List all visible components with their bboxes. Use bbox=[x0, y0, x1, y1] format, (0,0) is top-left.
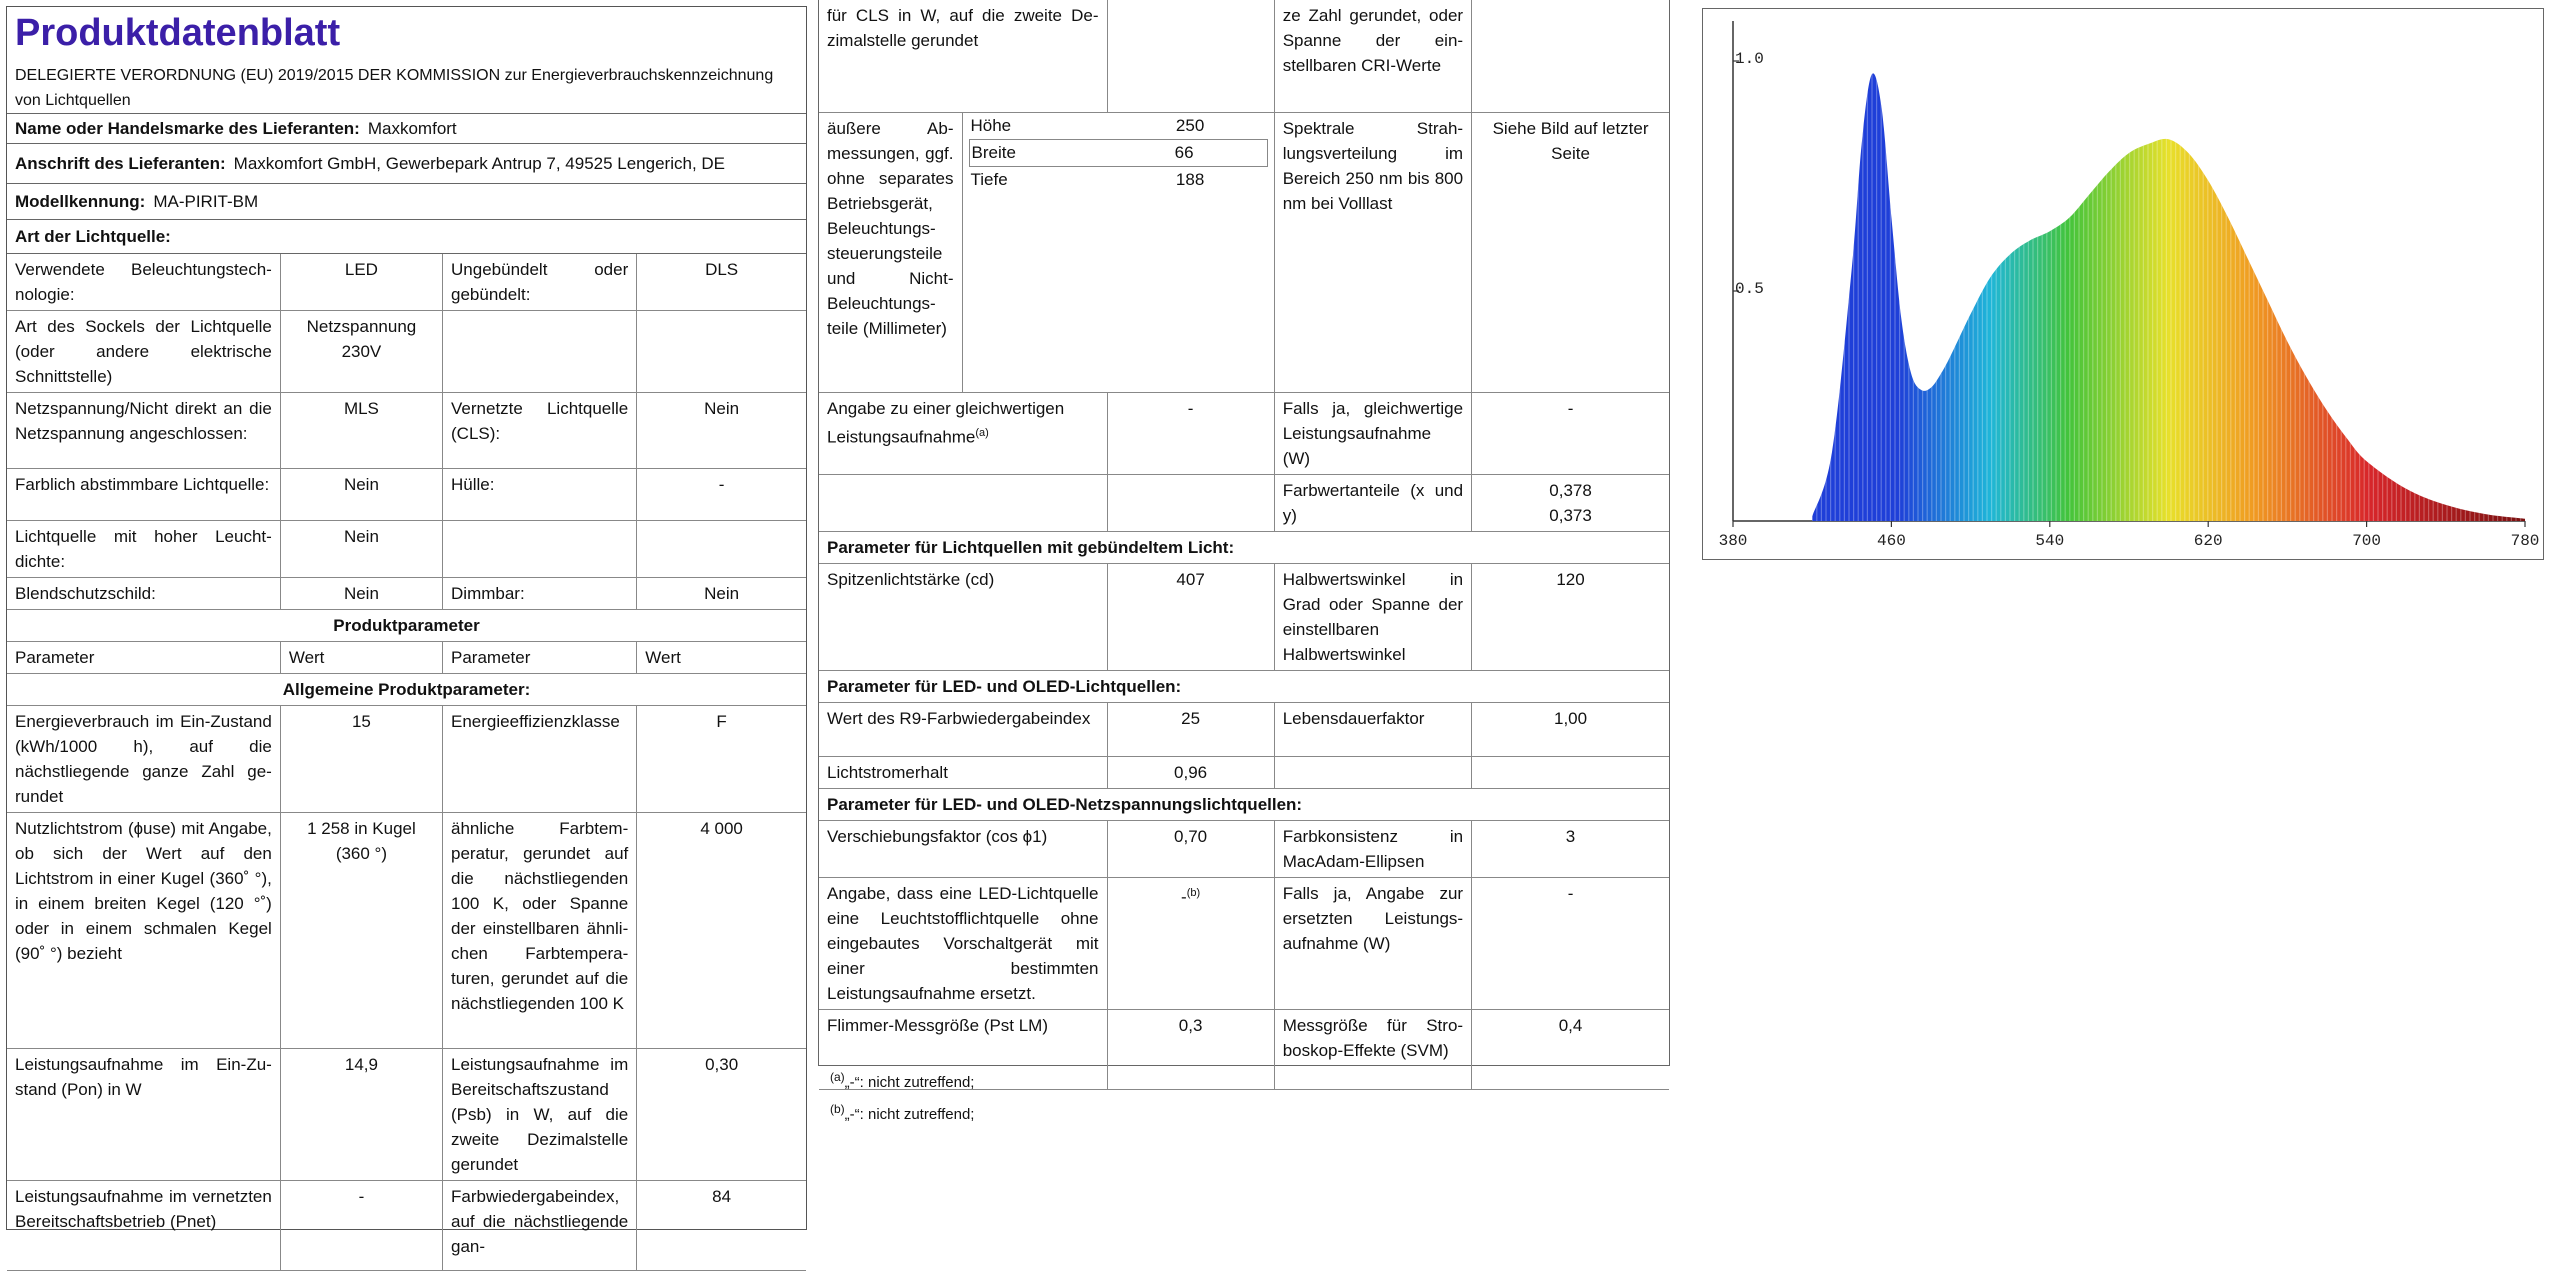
address-row bbox=[7, 144, 806, 184]
dimensions-cell bbox=[962, 112, 1274, 392]
footnote-ref: (a) bbox=[975, 426, 989, 439]
model-label: Modellkennung: bbox=[15, 191, 146, 211]
param-cell: ze Zahl gerundet, oder Spanne der einstellbaren CRI-Werte bbox=[1274, 0, 1471, 112]
param-cell: Wert des R9-Farbwiedergabeindex bbox=[819, 702, 1107, 756]
table-row bbox=[7, 254, 806, 311]
footnote-b bbox=[830, 1096, 974, 1128]
depth-value: 188 bbox=[1175, 170, 1205, 189]
value-cell: 15 bbox=[280, 706, 442, 813]
param-cell: Energieverbrauch im Ein-Zustand (kWh/1000 h), auf die nächstliegende ganze Zahl gerundet bbox=[7, 706, 280, 813]
param-cell: Angabe, dass eine LED-Lichtquelle eine Leuchtstofflichtquelle ohne eingebautes Vorschaltgerät mit einer bestimmten Leistungsaufnahme ersetzt. bbox=[819, 877, 1107, 1009]
value-cell: LED bbox=[280, 254, 442, 311]
table-row bbox=[819, 877, 1669, 1009]
width-value: 66 bbox=[1174, 143, 1194, 162]
type-heading-row bbox=[7, 220, 806, 254]
chromaticity-y: 0,373 bbox=[1549, 505, 1592, 525]
datasheet-middle-column bbox=[818, 0, 1670, 1066]
table-row bbox=[7, 521, 806, 578]
address-label: Anschrift des Lieferanten: bbox=[15, 153, 226, 173]
table-row bbox=[819, 474, 1669, 531]
value-cell: Siehe Bild auf letzter Seite bbox=[1472, 112, 1669, 392]
param-cell: Messgröße für Stroboskop-Effekte (SVM) bbox=[1274, 1009, 1471, 1089]
value-cell: DLS bbox=[637, 254, 806, 311]
param-cell: Art des Sockels der Lichtquelle (oder andere elektrische Schnittstelle) bbox=[7, 311, 280, 393]
value-cell: - bbox=[1472, 877, 1669, 1009]
param-text: Angabe zu einer gleichwertigen Leistungsaufnahme bbox=[827, 398, 1065, 447]
value-cell: 3 bbox=[1472, 820, 1669, 877]
parameters-continued-table bbox=[819, 0, 1669, 1090]
value-cell: Nein bbox=[280, 521, 442, 578]
value-cell bbox=[1107, 474, 1274, 531]
param-cell: Lebensdauerfaktor bbox=[1274, 702, 1471, 756]
value-cell: 14,9 bbox=[280, 1049, 442, 1181]
table-row bbox=[7, 813, 806, 1049]
param-cell: Farbwiedergabeindex, auf die nächstliegende gan- bbox=[443, 1181, 637, 1271]
param-cell: ähnliche Farbtemperatur, gerundet auf die nächstliegenden 100 K, oder Spanne der einstellbaren ähnlichen Farbtemperaturen, gerundet auf die nächstliegenden 100 K bbox=[443, 813, 637, 1049]
title-block bbox=[7, 7, 806, 114]
supplier-label: Name oder Handelsmarke des Lieferanten: bbox=[15, 118, 360, 138]
value-cell: 1 258 in Kugel (360 °) bbox=[280, 813, 442, 1049]
table-row bbox=[7, 311, 806, 393]
table-row bbox=[7, 578, 806, 610]
height-row bbox=[963, 113, 1274, 139]
dimensions-label: äußere Abmessungen, ggf. ohne separates Betriebsgerät, Beleuchtungssteuerungsteile und Nicht-Beleuchtungsteile (Millimeter) bbox=[819, 112, 962, 392]
param-cell: für CLS in W, auf die zweite Dezimalstelle gerundet bbox=[819, 0, 1107, 112]
spectrum-lines bbox=[1812, 21, 2520, 521]
param-cell bbox=[819, 474, 1107, 531]
param-cell: Flimmer-Messgröße (Pst LM) bbox=[819, 1009, 1107, 1089]
page-title: Produktdatenblatt bbox=[15, 12, 341, 54]
param-cell: Halbwertswinkel in Grad oder Spanne der einstellbaren Halbwertswinkel bbox=[1274, 563, 1471, 670]
mains-led-heading: Parameter für LED- und OLED-Netzspannungslichtquellen: bbox=[819, 788, 1669, 820]
value-cell: 25 bbox=[1107, 702, 1274, 756]
param-cell: Netzspannung/Nicht direkt an die Netzspannung angeschlossen: bbox=[7, 393, 280, 469]
model-value: MA-PIRIT-BM bbox=[153, 191, 259, 211]
value-cell: 0,3 bbox=[1107, 1009, 1274, 1089]
param-cell bbox=[443, 521, 637, 578]
general-params-heading: Allgemeine Produktparameter: bbox=[7, 674, 806, 706]
param-cell: Ungebündelt oder gebündelt: bbox=[443, 254, 637, 311]
table-row bbox=[7, 1049, 806, 1181]
param-cell: Vernetzte Lichtquelle (CLS): bbox=[443, 393, 637, 469]
value-cell: Nein bbox=[280, 578, 442, 610]
height-value: 250 bbox=[1175, 116, 1205, 135]
depth-row bbox=[963, 167, 1274, 193]
value-cell: 0,70 bbox=[1107, 820, 1274, 877]
table-row bbox=[819, 563, 1669, 670]
section-row bbox=[819, 788, 1669, 820]
footnote-b-text: „-“: nicht zutreffend; bbox=[844, 1106, 975, 1123]
x-tick-label: 540 bbox=[2035, 532, 2065, 550]
value-cell: 0,96 bbox=[1107, 756, 1274, 788]
value-cell: 0,4 bbox=[1472, 1009, 1669, 1089]
value-cell: 1,00 bbox=[1472, 702, 1669, 756]
param-cell bbox=[1274, 756, 1471, 788]
value-cell: 84 bbox=[637, 1181, 806, 1271]
value-cell bbox=[1472, 756, 1669, 788]
value-cell: Netzspannung 230V bbox=[280, 311, 442, 393]
section-row bbox=[819, 531, 1669, 563]
param-cell: Lichtstromerhalt bbox=[819, 756, 1107, 788]
table-row bbox=[7, 469, 806, 521]
col-header-param: Parameter bbox=[7, 642, 280, 674]
value-cell: 4 000 bbox=[637, 813, 806, 1049]
spectrum-area bbox=[1812, 73, 2525, 521]
param-cell: Leistungsaufnahme im Bereitschaftszustand (Psb) in W, auf die zweite Dezimalstelle gerundet bbox=[443, 1049, 637, 1181]
value-cell bbox=[1107, 877, 1274, 1009]
param-cell: Farblich abstimmbare Lichtquelle: bbox=[7, 469, 280, 521]
regulation-subtitle: DELEGIERTE VERORDNUNG (EU) 2019/2015 DER KOMMISSION zur Energieverbrauchskennzeichnung von Lichtquellen bbox=[15, 67, 774, 109]
param-cell: Verwendete Beleuchtungstechnologie: bbox=[7, 254, 280, 311]
value-cell: 407 bbox=[1107, 563, 1274, 670]
x-tick-label: 460 bbox=[1876, 532, 1906, 550]
col-header-param: Parameter bbox=[443, 642, 637, 674]
value-cell bbox=[1107, 0, 1274, 112]
section-row bbox=[7, 674, 806, 706]
supplier-value: Maxkomfort bbox=[367, 118, 457, 138]
value-cell: F bbox=[637, 706, 806, 813]
param-cell: Leistungsaufnahme im vernetzten Bereitschaftsbetrieb (Pnet) bbox=[7, 1181, 280, 1271]
param-cell: Leistungsaufnahme im Ein-Zustand (Pon) in W bbox=[7, 1049, 280, 1181]
model-row bbox=[7, 184, 806, 220]
param-cell: Falls ja, gleichwertige Leistungsaufnahme (W) bbox=[1274, 392, 1471, 474]
chromaticity-value-cell bbox=[1472, 474, 1669, 531]
table-row bbox=[7, 393, 806, 469]
datasheet-left-column bbox=[6, 6, 807, 1256]
param-cell: Farbwertanteile (x und y) bbox=[1274, 474, 1471, 531]
y-tick-label: 1.0 bbox=[1735, 50, 1764, 68]
light-source-type-table bbox=[7, 254, 806, 1271]
table-row bbox=[819, 820, 1669, 877]
param-cell: Energieeffizienzklasse bbox=[443, 706, 637, 813]
param-cell: Dimmbar: bbox=[443, 578, 637, 610]
section-row bbox=[819, 670, 1669, 702]
product-params-heading: Produktparameter bbox=[7, 610, 806, 642]
directed-light-heading: Parameter für Lichtquellen mit gebündeltem Licht: bbox=[819, 531, 1669, 563]
value-cell: Nein bbox=[637, 578, 806, 610]
x-tick-label: 380 bbox=[1718, 532, 1748, 550]
chromaticity-x: 0,378 bbox=[1549, 480, 1592, 500]
value-cell: - bbox=[637, 469, 806, 521]
section-row bbox=[7, 610, 806, 642]
footnote-a-marker: (a) bbox=[830, 1070, 845, 1084]
depth-label: Tiefe bbox=[970, 170, 1008, 189]
col-header-value: Wert bbox=[280, 642, 442, 674]
value-cell: - bbox=[1472, 392, 1669, 474]
led-params-heading: Parameter für LED- und OLED-Lichtquellen: bbox=[819, 670, 1669, 702]
width-row bbox=[969, 139, 1268, 167]
height-label: Höhe bbox=[970, 116, 1012, 135]
value-cell: Nein bbox=[280, 469, 442, 521]
param-cell bbox=[443, 311, 637, 393]
table-row bbox=[819, 702, 1669, 756]
table-row bbox=[7, 1181, 806, 1271]
address-value: Maxkomfort GmbH, Gewerbepark Antrup 7, 49525 Lengerich, DE bbox=[233, 153, 726, 173]
spectrum-svg bbox=[1703, 9, 2542, 558]
param-cell: Spitzenlichtstärke (cd) bbox=[819, 563, 1107, 670]
footnote-ref: (b) bbox=[1186, 886, 1201, 899]
dimensions-row bbox=[819, 112, 1669, 392]
table-row bbox=[819, 756, 1669, 788]
value-cell bbox=[637, 521, 806, 578]
param-cell: Spektrale Strahlungsverteilung im Bereich 250 nm bis 800 nm bei Volllast bbox=[1274, 112, 1471, 392]
value-cell: - bbox=[280, 1181, 442, 1271]
y-tick-label: 0.5 bbox=[1735, 280, 1764, 298]
x-tick-label: 700 bbox=[2352, 532, 2382, 550]
value-cell bbox=[1472, 0, 1669, 112]
supplier-row bbox=[7, 114, 806, 144]
value-cell bbox=[637, 311, 806, 393]
param-cell: Nutzlichtstrom (ɸuse) mit Angabe, ob sich der Wert auf den Lichtstrom in einer Kugel (360˚ °), in einem breiten Kegel (120 °˚) oder in einem schmalen Kegel (90˚ °) bezieht bbox=[7, 813, 280, 1049]
value-cell: 120 bbox=[1472, 563, 1669, 670]
value-cell: Nein bbox=[637, 393, 806, 469]
table-row bbox=[819, 0, 1669, 112]
value-text: - bbox=[1181, 887, 1187, 907]
width-label: Breite bbox=[971, 143, 1016, 162]
footnotes bbox=[830, 1064, 974, 1128]
param-cell: Lichtquelle mit hoher Leuchtdichte: bbox=[7, 521, 280, 578]
spectrum-chart bbox=[1702, 8, 2544, 560]
table-row bbox=[7, 706, 806, 813]
param-cell bbox=[819, 392, 1107, 474]
param-cell: Farbkonsistenz in MacAdam-Ellipsen bbox=[1274, 820, 1471, 877]
value-cell: 0,30 bbox=[637, 1049, 806, 1181]
col-header-value: Wert bbox=[637, 642, 806, 674]
footnote-a-text: „-“: nicht zutreffend; bbox=[844, 1074, 975, 1091]
param-cell: Falls ja, Angabe zur ersetzten Leistungsaufnahme (W) bbox=[1274, 877, 1471, 1009]
value-cell: MLS bbox=[280, 393, 442, 469]
footnote-b-marker: (b) bbox=[830, 1102, 845, 1116]
type-heading: Art der Lichtquelle: bbox=[15, 226, 171, 246]
column-header-row bbox=[7, 642, 806, 674]
param-cell: Hülle: bbox=[443, 469, 637, 521]
param-cell: Blendschutzschild: bbox=[7, 578, 280, 610]
x-tick-label: 780 bbox=[2510, 532, 2540, 550]
x-tick-label: 620 bbox=[2193, 532, 2223, 550]
table-row bbox=[819, 392, 1669, 474]
param-cell: Verschiebungsfaktor (cos ϕ1) bbox=[819, 820, 1107, 877]
value-cell: - bbox=[1107, 392, 1274, 474]
footnote-a bbox=[830, 1064, 974, 1096]
